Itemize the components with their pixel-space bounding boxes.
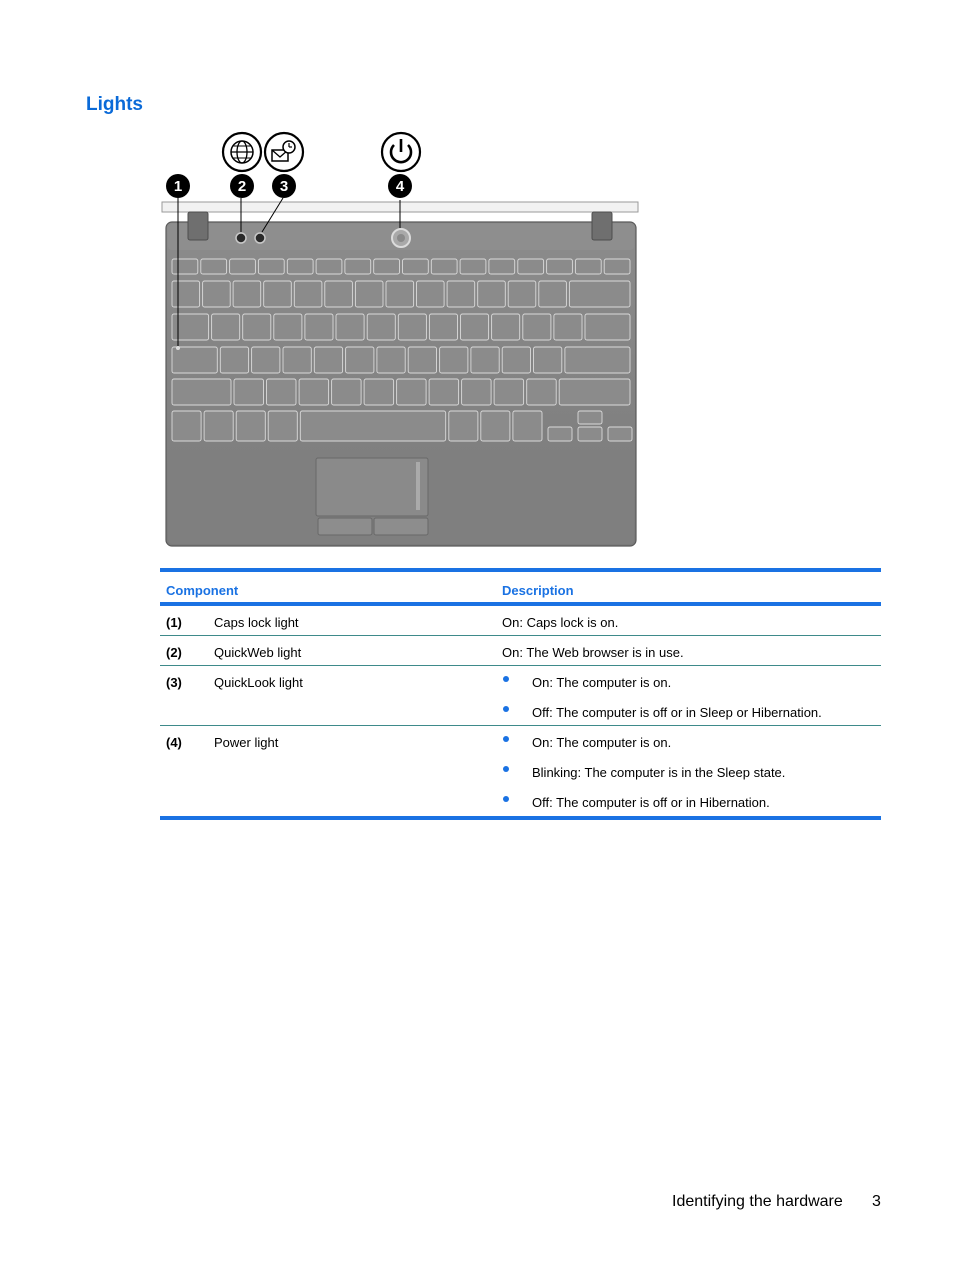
component-name: QuickWeb light	[214, 645, 302, 660]
keyboard-key	[374, 259, 400, 274]
keyboard-key	[492, 314, 520, 340]
list-item	[502, 726, 881, 756]
keyboard-key	[440, 347, 468, 373]
keyboard-key	[417, 281, 445, 307]
keyboard-key	[534, 347, 562, 373]
keyboard-key	[234, 379, 264, 405]
keyboard-key	[377, 347, 405, 373]
arrow-key	[548, 427, 572, 441]
keyboard-key	[236, 411, 265, 441]
keyboard-key	[258, 259, 284, 274]
bullet-icon	[503, 676, 509, 682]
keyboard-key	[494, 379, 523, 405]
keyboard-key	[204, 411, 233, 441]
keyboard-key	[287, 259, 313, 274]
row-number: (4)	[166, 735, 182, 750]
keyboard-key	[449, 411, 478, 441]
list-item	[502, 756, 881, 786]
arrow-key	[578, 427, 602, 441]
keyboard-key	[460, 259, 486, 274]
keyboard-key	[201, 259, 227, 274]
keyboard-key	[300, 411, 445, 441]
touchpad	[168, 450, 634, 544]
keyboard-key	[230, 259, 256, 274]
keyboard-key	[513, 411, 542, 441]
keyboard-key	[559, 379, 630, 405]
keyboard-key	[172, 314, 209, 340]
keyboard-key	[172, 411, 201, 441]
keyboard-key	[397, 379, 427, 405]
keyboard-key	[408, 347, 436, 373]
keyboard-key	[346, 347, 374, 373]
section-title: Lights	[86, 94, 143, 115]
list-item-text: On: The computer is on.	[532, 735, 672, 750]
keyboard-key	[575, 259, 601, 274]
keyboard-key	[554, 314, 582, 340]
keyboard-key	[299, 379, 329, 405]
keyboard-key	[172, 347, 217, 373]
keyboard-key	[243, 314, 271, 340]
component-description: On: The Web browser is in use.	[502, 645, 684, 660]
quickweb-light	[236, 233, 246, 243]
keyboard-key	[345, 259, 371, 274]
bullet-icon	[503, 736, 509, 742]
caps-lock-light	[176, 346, 180, 350]
callout-1-label: 1	[173, 178, 183, 195]
callout-1	[166, 174, 190, 198]
keyboard-key	[203, 281, 231, 307]
keyboard-key	[355, 281, 383, 307]
hinge-right	[592, 212, 612, 240]
keyboard-key	[367, 314, 395, 340]
keyboard-key	[252, 347, 280, 373]
keyboard-key	[314, 347, 342, 373]
keyboard-key	[172, 281, 200, 307]
keyboard-key	[489, 259, 515, 274]
keyboard-key	[233, 281, 261, 307]
keyboard-key	[547, 259, 573, 274]
keyboard-key	[172, 379, 231, 405]
keyboard-key	[527, 379, 557, 405]
keyboard-key	[518, 259, 544, 274]
table-header	[160, 572, 881, 606]
keyboard-key	[462, 379, 492, 405]
keyboard-key	[539, 281, 567, 307]
table-row	[160, 636, 881, 666]
callout-3	[272, 174, 296, 198]
keyboard-key	[481, 411, 510, 441]
arrow-key	[578, 411, 602, 424]
list-item-text: Off: The computer is off or in Hibernation.	[532, 795, 770, 810]
power-icon	[382, 133, 420, 171]
keyboard-key	[431, 259, 457, 274]
table-row	[160, 606, 881, 636]
description-list	[502, 666, 881, 726]
callout-4	[388, 174, 412, 198]
component-description: On: Caps lock is on.	[502, 615, 619, 630]
keyboard-key	[398, 314, 426, 340]
keyboard-key	[447, 281, 475, 307]
quicklook-light	[255, 233, 265, 243]
globe-icon	[223, 133, 261, 171]
lights-table	[160, 568, 881, 820]
callout-3-label: 3	[279, 178, 289, 195]
page-number: 3	[872, 1193, 881, 1210]
keyboard-key	[212, 314, 240, 340]
callout-4-label: 4	[395, 178, 405, 195]
laptop-illustration	[150, 128, 650, 553]
list-item	[502, 696, 881, 726]
list-item	[502, 666, 881, 696]
list-item-text: On: The computer is on.	[532, 675, 672, 690]
table-row	[160, 666, 881, 726]
list-item-text: Blinking: The computer is in the Sleep state.	[532, 765, 786, 780]
keyboard-key	[508, 281, 536, 307]
keyboard-key	[336, 314, 364, 340]
component-name: QuickLook light	[214, 675, 303, 690]
bullet-icon	[503, 766, 509, 772]
list-item-text: Off: The computer is off or in Sleep or Hibernation.	[532, 705, 822, 720]
keyboard-key	[305, 314, 333, 340]
arrow-key	[608, 427, 632, 441]
keyboard-key	[283, 347, 311, 373]
keyboard-key	[316, 259, 342, 274]
keyboard-key	[471, 347, 499, 373]
row-number: (1)	[166, 615, 182, 630]
keyboard-key	[268, 411, 297, 441]
component-name: Caps lock light	[214, 615, 299, 630]
table-row	[160, 726, 881, 820]
row-number: (3)	[166, 675, 182, 690]
keyboard-key	[585, 314, 630, 340]
keyboard-key	[264, 281, 292, 307]
keyboard-key	[386, 281, 414, 307]
keyboard-key	[325, 281, 353, 307]
keyboard-key	[523, 314, 551, 340]
keyboard-key	[267, 379, 297, 405]
keyboard-key	[294, 281, 322, 307]
component-name: Power light	[214, 735, 279, 750]
keyboard-key	[461, 314, 489, 340]
bullet-icon	[503, 796, 509, 802]
hinge-left	[188, 212, 208, 240]
callout-2-label: 2	[237, 178, 247, 195]
footer-chapter-title: Identifying the hardware	[672, 1193, 843, 1210]
description-list	[502, 726, 881, 816]
keyboard-key	[429, 379, 459, 405]
quicklook-icon	[265, 133, 303, 171]
keyboard-key	[478, 281, 506, 307]
keyboard-key	[332, 379, 362, 405]
header-component: Component	[166, 583, 239, 598]
keyboard-key	[172, 259, 198, 274]
header-description: Description	[502, 583, 574, 598]
keyboard-key	[502, 347, 530, 373]
keyboard-key	[429, 314, 457, 340]
callout-2	[230, 174, 254, 198]
bullet-icon	[503, 706, 509, 712]
keyboard-key	[569, 281, 630, 307]
keyboard-key	[274, 314, 302, 340]
keyboard-key	[364, 379, 394, 405]
keyboard-key	[604, 259, 630, 274]
row-number: (2)	[166, 645, 182, 660]
list-item	[502, 786, 881, 816]
keyboard-key	[403, 259, 429, 274]
keyboard-key	[220, 347, 248, 373]
power-button	[392, 229, 410, 247]
keyboard-key	[565, 347, 630, 373]
